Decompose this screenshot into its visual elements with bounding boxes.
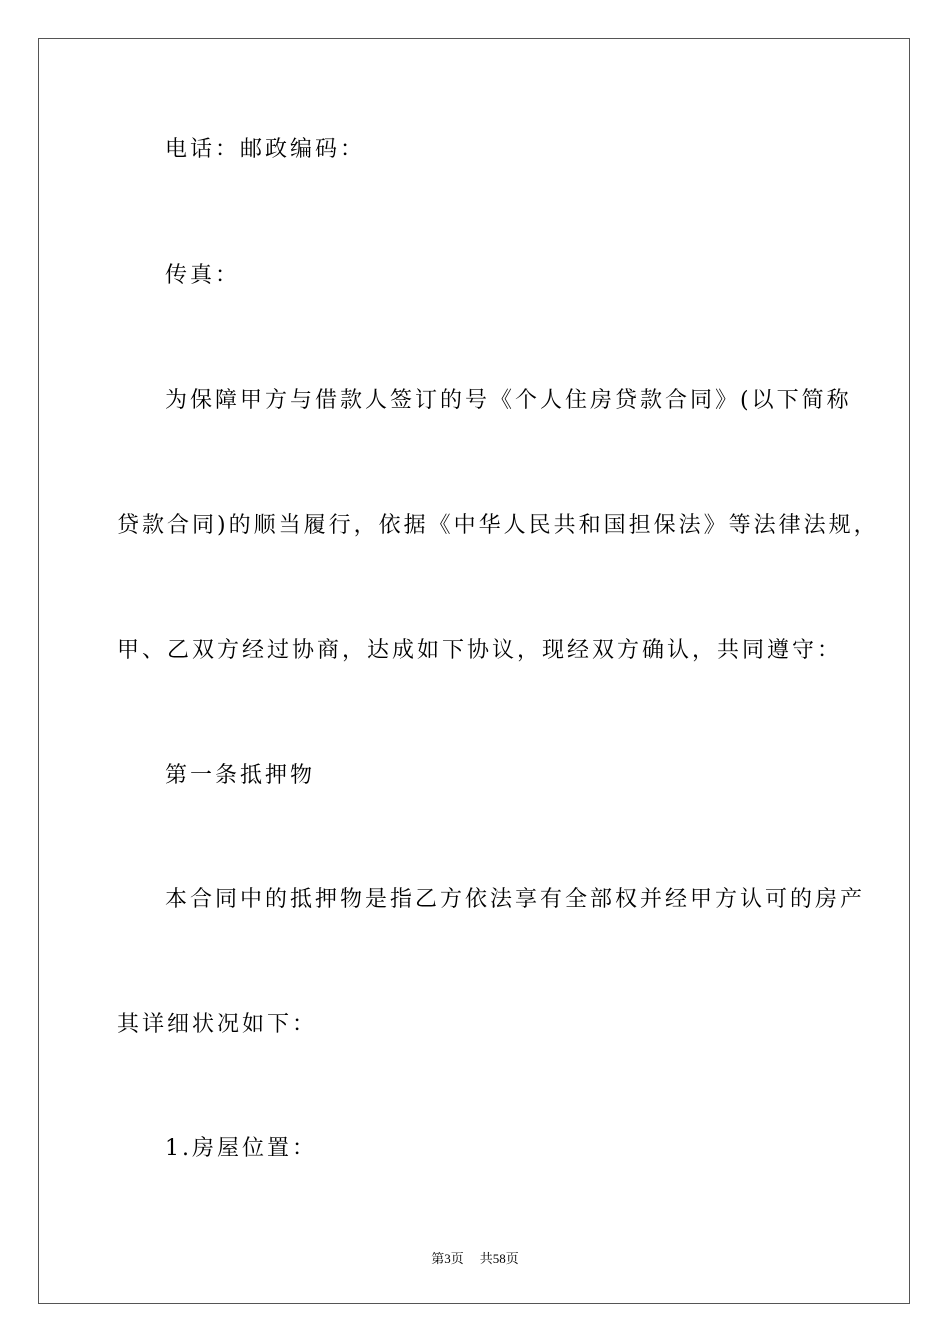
page-footer [0,1248,950,1267]
total-pages: 共58页 [479,1251,519,1266]
phone-postcode-line: 电话：邮政编码： [165,137,366,162]
house-location-line: 1.房屋位置： [165,1136,317,1161]
collateral-line-2: 其详细状况如下： [117,1012,318,1037]
page-number: 第3页 [431,1251,464,1266]
paragraph-line-2: 贷款合同)的顺当履行，依据《中华人民共和国担保法》等法律法规， [117,513,879,538]
page-border [38,38,910,1304]
article-heading: 第一条抵押物 [165,763,316,788]
collateral-line-1: 本合同中的抵押物是指乙方依法享有全部权并经甲方认可的房产 [165,887,866,912]
paragraph-line-3: 甲、乙双方经过协商，达成如下协议，现经双方确认，共同遵守： [117,638,843,663]
fax-line: 传真： [165,263,241,288]
paragraph-line-1: 为保障甲方与借款人签订的号《个人住房贷款合同》(以下简称 [165,388,852,413]
